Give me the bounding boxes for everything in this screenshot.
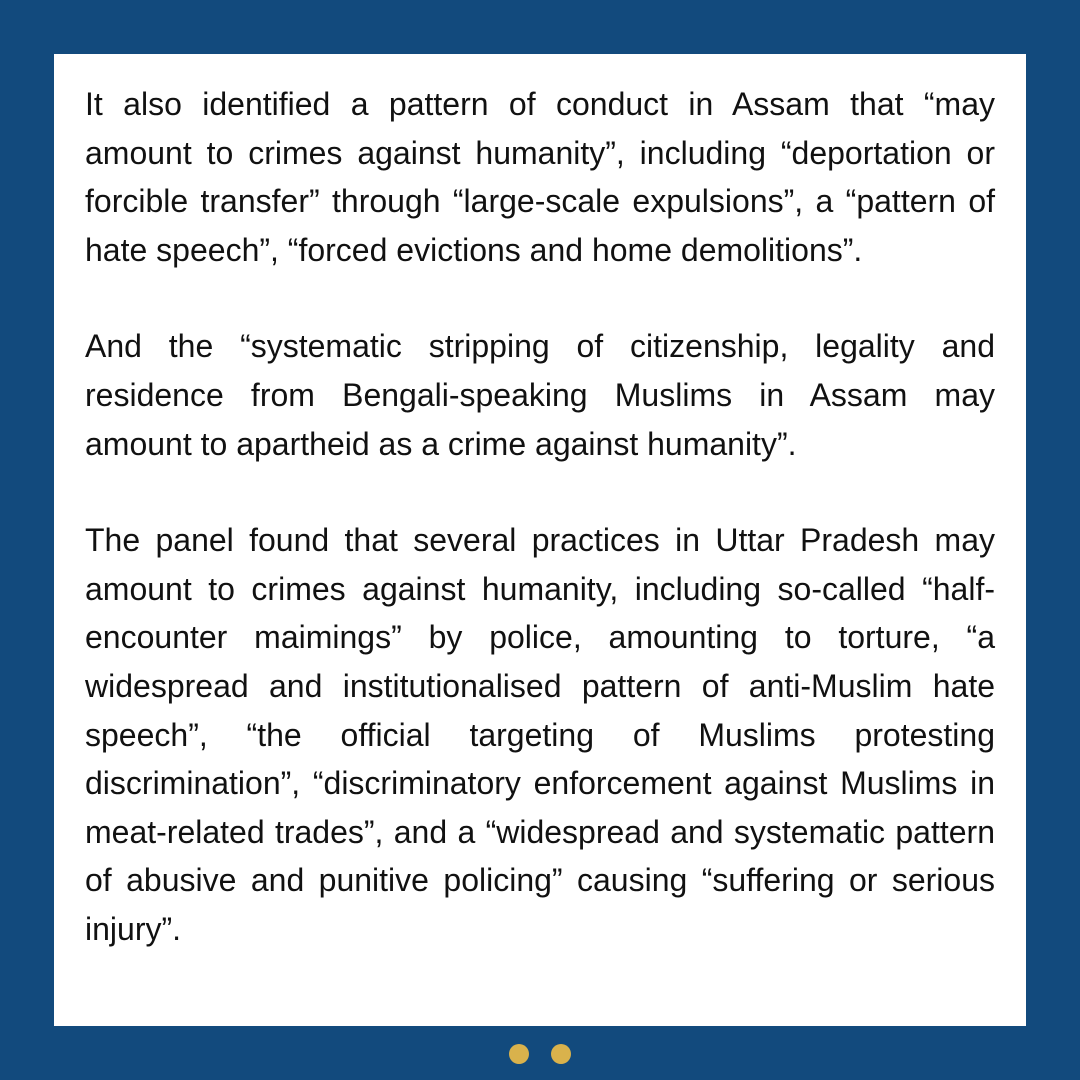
pagination-dot-2[interactable] <box>551 1044 571 1064</box>
pagination-dots <box>0 1044 1080 1064</box>
text-card <box>54 54 1026 1026</box>
pagination-dot-1[interactable] <box>509 1044 529 1064</box>
paragraph-assam-conduct: It also identified a pattern of conduct in Assam that “may amount to crimes against humanity”, including “deportation or forcible transfer” through “large-scale expulsions”, a “pattern of hate speech”, “forced evictions and home demolitions”. <box>85 86 995 268</box>
paragraph-assam-apartheid: And the “systematic stripping of citizenship, legality and residence from Bengali-speaking Muslims in Assam may amount to apartheid as a crime against humanity”. <box>85 328 995 462</box>
paragraph-uttar-pradesh: The panel found that several practices in Uttar Pradesh may amount to crimes against humanity, including so-called “half-encounter maimings” by police, amounting to torture, “a widespread and institutionalised pattern of anti-Muslim hate speech”, “the official targeting of Muslims protesting discrimination”, “discriminatory enforcement against Muslims in meat-related trades”, and a “widespread and systematic pattern of abusive and punitive policing” causing “suffering or serious injury”. <box>85 522 995 947</box>
